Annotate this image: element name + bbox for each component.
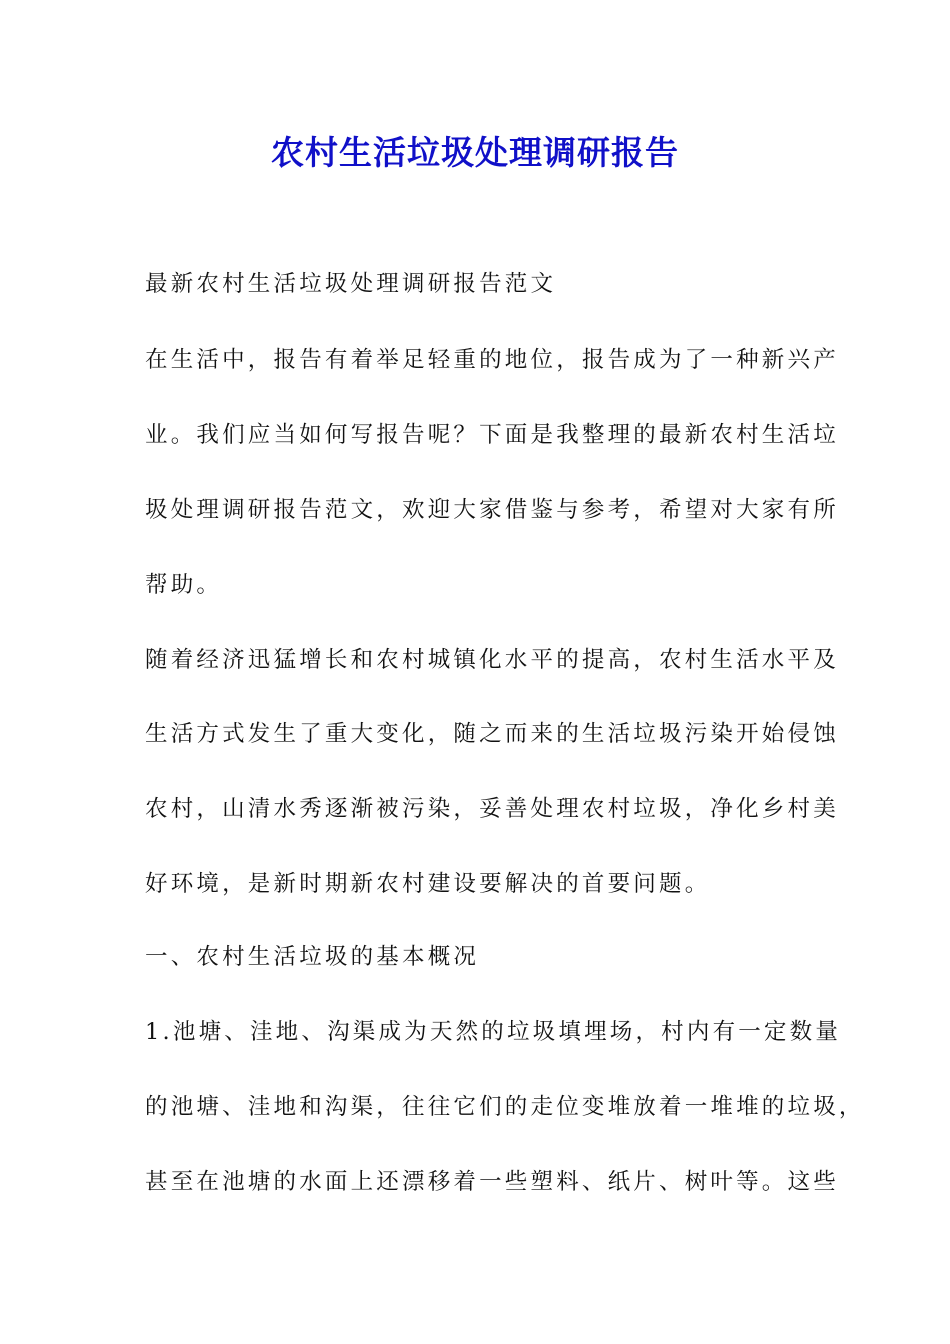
paragraph-line: 甚至在池塘的水面上还漂移着一些塑料、纸片、树叶等。这些 xyxy=(145,1169,839,1195)
paragraph-line: 随着经济迅猛增长和农村城镇化水平的提高，农村生活水平及 xyxy=(145,647,839,673)
paragraph-line: 1.池塘、洼地、沟渠成为天然的垃圾填埋场，村内有一定数量 xyxy=(145,1019,842,1045)
section-heading: 一、农村生活垃圾的基本概况 xyxy=(145,944,480,970)
document-title: 农村生活垃圾处理调研报告 xyxy=(271,133,679,172)
paragraph-line: 农村，山清水秀逐渐被污染，妥善处理农村垃圾，净化乡村美 xyxy=(145,796,839,822)
paragraph-line: 帮助。 xyxy=(145,572,223,598)
subtitle-line: 最新农村生活垃圾处理调研报告范文 xyxy=(145,271,557,297)
paragraph-line: 的池塘、洼地和沟渠，往往它们的走位变堆放着一堆堆的垃圾， xyxy=(145,1094,865,1120)
paragraph-line: 圾处理调研报告范文，欢迎大家借鉴与参考，希望对大家有所 xyxy=(145,497,839,523)
paragraph-line: 生活方式发生了重大变化，随之而来的生活垃圾污染开始侵蚀 xyxy=(145,721,839,747)
paragraph-line: 业。我们应当如何写报告呢？下面是我整理的最新农村生活垃 xyxy=(145,422,839,448)
paragraph-line: 在生活中，报告有着举足轻重的地位，报告成为了一种新兴产 xyxy=(145,347,839,373)
paragraph-line: 好环境，是新时期新农村建设要解决的首要问题。 xyxy=(145,871,711,897)
